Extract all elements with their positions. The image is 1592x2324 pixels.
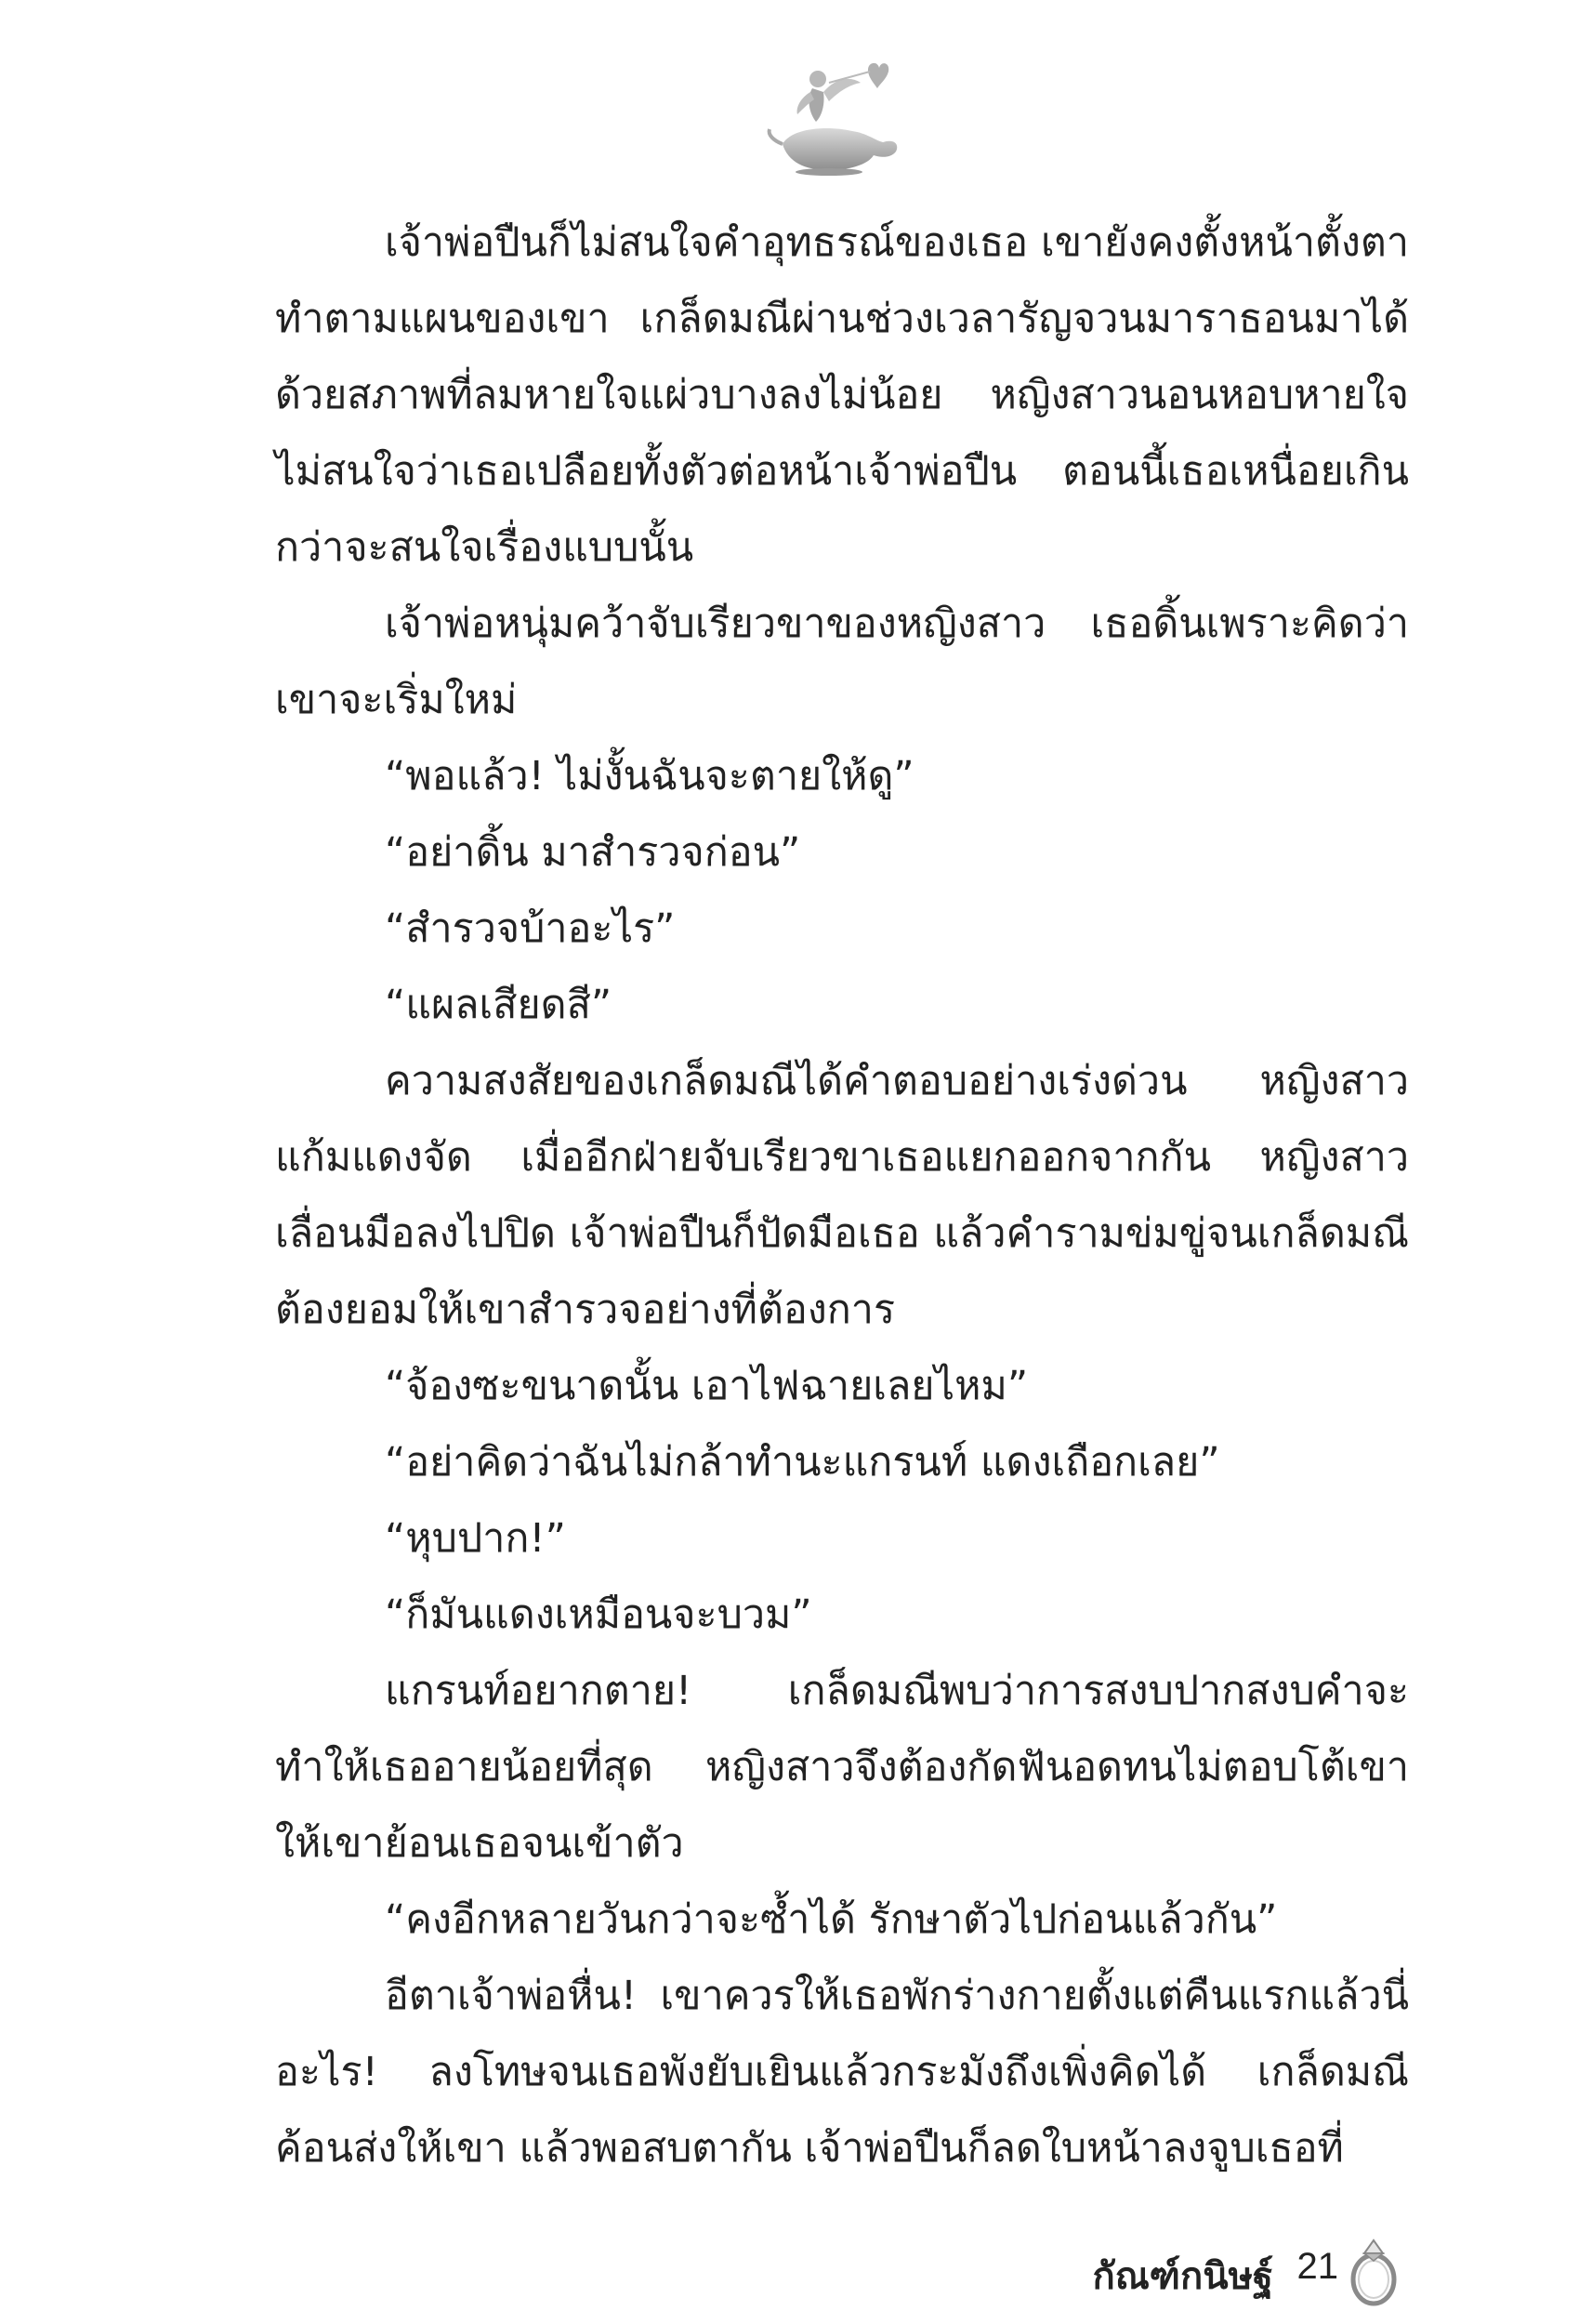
dialogue-line: “จ้องซะขนาดนั้น เอาไฟฉายเลยไหม” (385, 1363, 1029, 1409)
dialogue-line: “อย่าคิดว่าฉันไม่กล้าทำนะแกรนท์ แดงเถือกเลย” (385, 1439, 1220, 1486)
dialogue-line: “หุบปาก!” (385, 1515, 566, 1562)
dialogue-line: “แผลเสียดสี” (385, 982, 612, 1028)
dialogue-line: “ก็มันแดงเหมือนจะบวม” (385, 1591, 812, 1638)
diamond-ring-icon (1344, 2231, 1403, 2307)
cupid-teapot-ornament-icon (764, 51, 903, 177)
dialogue-line: “อย่าดิ้น มาสำรวจก่อน” (385, 829, 801, 876)
page-number: 21 (1296, 2246, 1338, 2287)
paragraph: เจ้าพ่อปืนก็ไม่สนใจคำอุทธรณ์ของเธอ เขายังคงตั้งหน้าตั้งตาทำตามแผนของเขา เกล็ดมณีผ่านช่วงเวลารัญจวนมาราธอนมาได้ด้วยสภาพที่ลมหายใจแผ่วบางลงไม่น้อย หญิงสาวนอนหอบหายใจไม่สนใจว่าเธอเปลือยทั้งตัวต่อหน้าเจ้าพ่อปืน ตอนนี้เธอเหนื่อยเกินกว่าจะสนใจเรื่องแบบนั้น (275, 219, 1409, 571)
dialogue-line: “สำรวจบ้าอะไร” (385, 905, 676, 952)
paragraph: ความสงสัยของเกล็ดมณีได้คำตอบอย่างเร่งด่วน หญิงสาวแก้มแดงจัด เมื่ออีกฝ่ายจับเรียวขาเธอแยกออกจากกัน หญิงสาวเลื่อนมือลงไปปิด เจ้าพ่อปืนก็ปัดมือเธอ แล้วคำรามข่มขู่จนเกล็ดมณีต้องยอมให้เขาสำรวจอย่างที่ต้องการ (275, 1058, 1409, 1333)
dialogue-line: “พอแล้ว! ไม่งั้นฉันจะตายให้ดู” (385, 753, 914, 799)
page-footer (1087, 2240, 1441, 2324)
chapter-text (275, 205, 1409, 2186)
paragraph: อีตาเจ้าพ่อหื่น! เขาควรให้เธอพักร่างกายตั้งแต่คืนแรกแล้วนี่อะไร! ลงโทษจนเธอพังยับเยินแล้วกระมังถึงเพิ่งคิดได้ เกล็ดมณีค้อนส่งให้เขา แล้วพอสบตากัน เจ้าพ่อปืนก็ลดใบหน้าลงจูบเธอที่ (275, 1973, 1409, 2172)
dialogue-line: “คงอีกหลายวันกว่าจะซ้ำได้ รักษาตัวไปก่อนแล้วกัน” (385, 1896, 1278, 1943)
paragraph: แกรนท์อยากตาย! เกล็ดมณีพบว่าการสงบปากสงบคำจะทำให้เธออายน้อยที่สุด หญิงสาวจึงต้องกัดฟันอดทนไม่ตอบโต้เขาให้เขาย้อนเธอจนเข้าตัว (275, 1668, 1409, 1867)
paragraph: เจ้าพ่อหนุ่มคว้าจับเรียวขาของหญิงสาว เธอดิ้นเพราะคิดว่าเขาจะเริ่มใหม่ (275, 601, 1409, 723)
book-title: กัณฑ์กนิษฐ์ (1092, 2255, 1273, 2298)
